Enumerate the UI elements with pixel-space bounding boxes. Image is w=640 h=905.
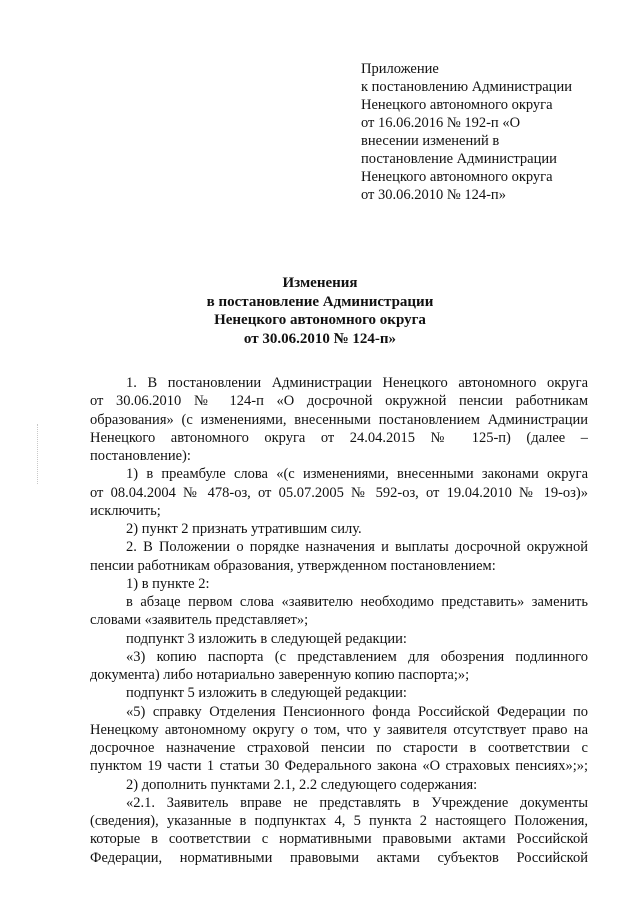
attachment-header <box>361 60 611 204</box>
body-line: Ненецкого автономного округа от 24.04.2015 № 125-п) (далее – <box>90 429 588 446</box>
body-line: документа) либо нотариально заверенную копию паспорта;»; <box>90 667 470 683</box>
attachment-line: от 16.06.2016 № 192-п «О <box>361 115 521 131</box>
body-line: 1) в пункте 2: <box>126 575 210 592</box>
body-line: 2. В Положении о порядке назначения и выплаты досрочной окружной <box>126 539 588 556</box>
body-line: досрочное назначение страховой пенсии по старости в соответствии с <box>90 740 588 756</box>
scan-artifact <box>37 424 39 484</box>
body-line: пунктом 19 части 1 статьи 30 Федерального закона «О страховых пенсиях»;»; <box>90 758 588 775</box>
body-line: которые в соответствии с нормативными правовыми актами Российской <box>90 831 588 848</box>
attachment-line: внесении изменений в <box>361 133 500 149</box>
attachment-line: от 30.06.2010 № 124-п» <box>361 187 506 203</box>
attachment-line: постановление Администрации <box>361 151 557 167</box>
body-line: 1. В постановлении Администрации Ненецкого автономного округа <box>126 375 588 391</box>
title-line: в постановление Администрации <box>206 293 434 310</box>
body-line: 2) пункт 2 признать утратившим силу. <box>126 521 362 537</box>
document-body <box>90 374 588 867</box>
body-line: в абзаце первом слова «заявителю необходимо представить» заменить <box>126 594 588 610</box>
body-line: подпункт 3 изложить в следующей редакции: <box>126 630 407 647</box>
document-title <box>0 274 640 348</box>
body-line: исключить; <box>90 502 161 519</box>
body-line: словами «заявитель представляет»; <box>90 612 309 629</box>
body-line: «2.1. Заявитель вправе не представлять в Учреждение документы <box>126 794 588 811</box>
attachment-line: Ненецкого автономного округа <box>361 97 553 113</box>
title-line: Изменения <box>282 275 358 291</box>
body-line: подпункт 5 изложить в следующей редакции: <box>126 685 407 702</box>
title-line: Ненецкого автономного округа <box>214 312 426 328</box>
body-line: от 30.06.2010 № 124-п «О досрочной окружной пенсии работникам <box>90 393 588 410</box>
body-line: (сведения), указанные в подпунктах 4, 5 пункта 2 настоящего Положения, <box>90 813 588 829</box>
body-line: «5) справку Отделения Пенсионного фонда Российской Федерации по <box>126 703 588 720</box>
body-line: «3) копию паспорта (с представлением для обозрения подлинного <box>126 648 588 665</box>
attachment-line: Приложение <box>361 61 439 77</box>
body-line: 1) в преамбуле слова «(с изменениями, внесенными законами округа <box>126 466 588 483</box>
body-line: Федерации, нормативными правовыми актами субъектов Российской <box>90 849 588 866</box>
body-line: образования» (с изменениями, внесенными постановлением Администрации <box>90 411 588 428</box>
body-line: постановление): <box>90 448 191 464</box>
body-line: пенсии работникам образования, утвержденном постановлением: <box>90 557 496 574</box>
attachment-line: к постановлению Администрации <box>361 79 572 95</box>
title-line: от 30.06.2010 № 124-п» <box>243 330 397 347</box>
body-line: 2) дополнить пунктами 2.1, 2.2 следующего содержания: <box>126 776 478 793</box>
body-line: от 08.04.2004 № 478-оз, от 05.07.2005 № 592-оз, от 19.04.2010 № 19-оз)» <box>90 484 588 501</box>
attachment-line: Ненецкого автономного округа <box>361 169 553 185</box>
body-line: Ненецкому автономному округу о том, что у заявителя отсутствует право на <box>90 721 588 738</box>
